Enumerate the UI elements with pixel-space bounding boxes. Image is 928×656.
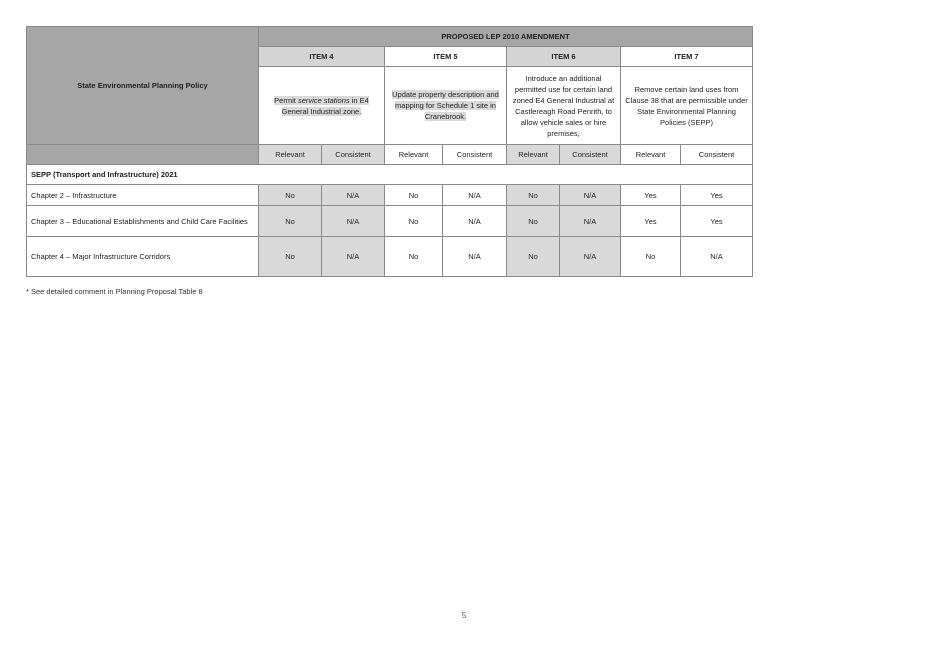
cell-value: N/A — [681, 237, 753, 277]
item-6-description: Introduce an additional permitted use for certain land zoned E4 General Industrial at Castlereagh Road Penrith, to allow vehicle sales or hire premises, — [507, 67, 621, 145]
sub-header-row — [27, 145, 753, 165]
cell-value: Yes — [621, 206, 681, 237]
item-5-description: Update property description and mapping for Schedule 1 site in Cranebrook. — [385, 67, 507, 145]
cell-value: No — [259, 237, 322, 277]
item-7-description: Remove certain land uses from Clause 38 that are permissible under State Environmental Planning Policies (SEPP) — [621, 67, 753, 145]
cell-value: Yes — [681, 206, 753, 237]
cell-value: No — [385, 206, 443, 237]
cell-value: N/A — [560, 237, 621, 277]
table-row — [27, 206, 753, 237]
cell-value: Yes — [621, 185, 681, 206]
row-label: Chapter 2 – Infrastructure — [27, 185, 259, 206]
sub-header-relevant: Relevant — [385, 145, 443, 165]
item-5-header: ITEM 5 — [385, 47, 507, 67]
amendment-header: PROPOSED LEP 2010 AMENDMENT — [259, 27, 753, 47]
cell-value: No — [259, 206, 322, 237]
cell-value: No — [507, 185, 560, 206]
row-label: Chapter 4 – Major Infrastructure Corridors — [27, 237, 259, 277]
section-title-row: SEPP (Transport and Infrastructure) 2021 — [27, 165, 753, 185]
sepp-consistency-table — [26, 26, 753, 277]
sub-header-relevant: Relevant — [621, 145, 681, 165]
footnote: * See detailed comment in Planning Proposal Table 8 — [26, 287, 203, 296]
item-6-header: ITEM 6 — [507, 47, 621, 67]
cell-value: N/A — [443, 185, 507, 206]
table-row — [27, 237, 753, 277]
cell-value: Yes — [681, 185, 753, 206]
cell-value: No — [507, 237, 560, 277]
cell-value: N/A — [322, 206, 385, 237]
cell-value: N/A — [560, 206, 621, 237]
page-number: 5 — [461, 611, 467, 620]
cell-value: N/A — [322, 185, 385, 206]
cell-value: N/A — [560, 185, 621, 206]
sub-header-relevant: Relevant — [507, 145, 560, 165]
sub-header-consistent: Consistent — [560, 145, 621, 165]
cell-value: No — [507, 206, 560, 237]
policy-column-header: State Environmental Planning Policy — [27, 27, 259, 145]
policy-header-spacer — [27, 145, 259, 165]
item-4-header: ITEM 4 — [259, 47, 385, 67]
sub-header-consistent: Consistent — [443, 145, 507, 165]
row-label: Chapter 3 – Educational Establishments and Child Care Facilities — [27, 206, 259, 237]
cell-value: No — [259, 185, 322, 206]
sub-header-consistent: Consistent — [322, 145, 385, 165]
sub-header-relevant: Relevant — [259, 145, 322, 165]
cell-value: N/A — [322, 237, 385, 277]
table-row — [27, 185, 753, 206]
cell-value: No — [385, 237, 443, 277]
cell-value: No — [385, 185, 443, 206]
item-4-description: Permit service stations in E4 General Industrial zone. — [259, 67, 385, 145]
sub-header-consistent: Consistent — [681, 145, 753, 165]
cell-value: N/A — [443, 237, 507, 277]
item-7-header: ITEM 7 — [621, 47, 753, 67]
cell-value: N/A — [443, 206, 507, 237]
cell-value: No — [621, 237, 681, 277]
